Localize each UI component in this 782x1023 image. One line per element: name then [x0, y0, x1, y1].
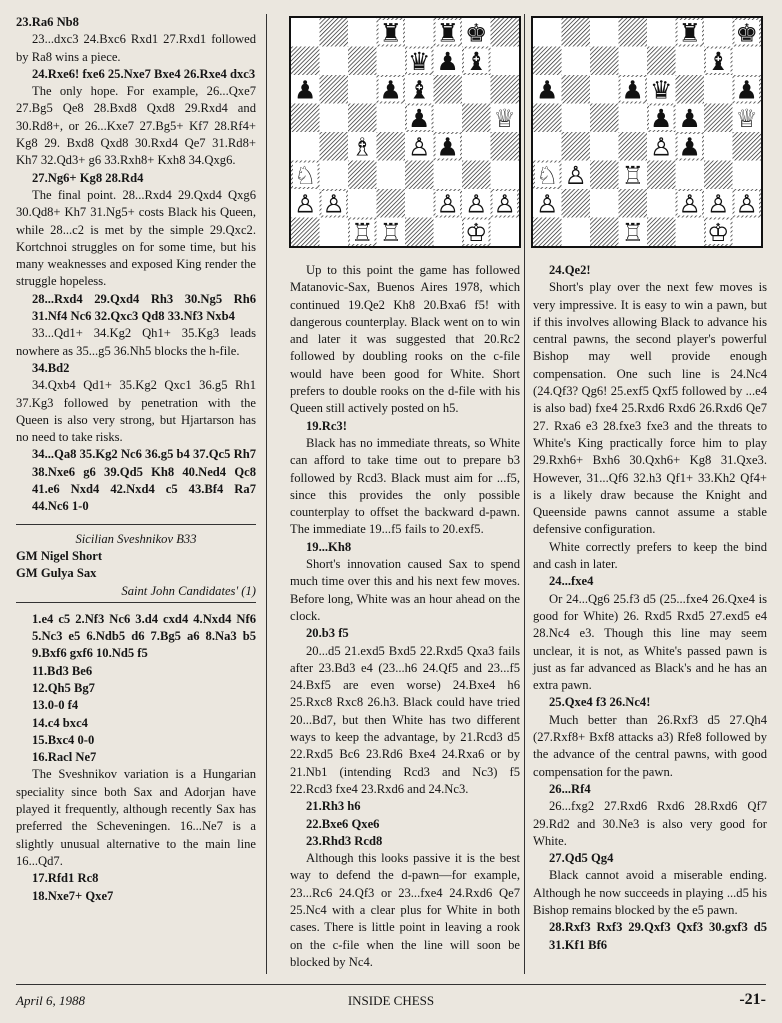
white-piece: ♙: [536, 189, 559, 219]
board-square: [405, 18, 434, 47]
board-square: [733, 218, 762, 247]
white-piece: ♙: [735, 189, 758, 219]
board-square: [562, 132, 591, 161]
black-piece: ♝: [465, 46, 488, 76]
black-piece: ♜: [379, 18, 402, 48]
black-piece: ♛: [408, 46, 431, 76]
board-square: [491, 18, 520, 47]
board-square: [405, 161, 434, 190]
black-piece: ♟: [650, 103, 673, 133]
move-line: 23.Rhd3 Rcd8: [306, 833, 383, 848]
board-square: [533, 104, 562, 133]
move-line: 11.Bd3 Be6: [32, 663, 93, 678]
move-line: 19...Kh8: [306, 539, 352, 554]
annotation-paragraph: 23...dxc3 24.Bxc6 Rxd1 27.Rxd1 followed by Ra8 wins a piece.: [16, 32, 256, 64]
black-piece: ♜: [436, 18, 459, 48]
board-square: [348, 161, 377, 190]
move-line: 27.Ng6+ Kg8 28.Rd4: [32, 170, 144, 185]
white-piece: ♘: [294, 160, 317, 190]
page-footer: [16, 993, 766, 1015]
annotation-paragraph: The Sveshnikov variation is a Hungarian speciality since both Sax and Adorjan have played it frequently, although recently Sax has preferred the Scheveningen. 16...Ne7 is a slightly unusual alternative to the main line 16...Qd7.: [16, 767, 256, 868]
board-square: [491, 132, 520, 161]
board-square: [704, 161, 733, 190]
board-square: [590, 161, 619, 190]
white-piece: ♗: [351, 132, 374, 162]
text-column-3: [533, 262, 767, 954]
board-square: [348, 189, 377, 218]
white-piece: ♙: [322, 189, 345, 219]
board-square: [733, 132, 762, 161]
board-square: [377, 132, 406, 161]
board-square: [320, 104, 349, 133]
black-piece: ♛: [650, 75, 673, 105]
board-square: [590, 218, 619, 247]
board-square: [434, 75, 463, 104]
white-piece: ♙: [294, 189, 317, 219]
annotation-paragraph: Or 24...Qg6 25.f3 d5 (25...fxe4 26.Qxe4 is good for White) 26. Rxd5 Rxd5 27.exd5 e4 28.Nc4 e3. Though this line may seem unclear, it is not, as White's passed pawn is just as far advanced as Black's and he has an extra pawn.: [533, 591, 767, 693]
board-square: [676, 218, 705, 247]
board-square: [320, 132, 349, 161]
white-piece: ♖: [621, 160, 644, 190]
black-piece: ♚: [735, 18, 758, 48]
board-square: [647, 189, 676, 218]
move-line: 14.c4 bxc4: [32, 715, 88, 730]
board-square: [405, 218, 434, 247]
move-line: 1.e4 c5 2.Nf3 Nc6 3.d4 cxd4 4.Nxd4 Nf6 5.Nc3 e5 6.Ndb5 d6 7.Bg5 a6 8.Na3 b5 9.Bxf6 gxf6 10.Nd5 f5: [32, 611, 256, 661]
board-square: [647, 47, 676, 76]
white-piece: ♙: [408, 132, 431, 162]
board-square: [533, 218, 562, 247]
board-square: [619, 47, 648, 76]
board-square: [462, 104, 491, 133]
white-piece: ♘: [536, 160, 559, 190]
annotation-paragraph: 26...fxg2 27.Rxd6 Rxd6 28.Rxd6 Qf7 29.Rd2 and 30.Ne3 is also very good for White.: [533, 799, 767, 848]
board-square: [462, 132, 491, 161]
annotation-paragraph: The final point. 28...Rxd4 29.Qxd4 Qxg6 30.Qd8+ Kh7 31.Ng5+ costs Black his Queen, while 28...c2 is met by the simple 29.Qxc2. Kortchnoi struggles on for some time, but his many weaknesses and exposed King render the struggle hopeless.: [16, 187, 256, 289]
board-square: [562, 18, 591, 47]
board-square: [533, 132, 562, 161]
board-square: [348, 104, 377, 133]
board-square: [590, 47, 619, 76]
white-piece: ♕: [735, 103, 758, 133]
annotation-paragraph: 20...d5 21.exd5 Bxd5 22.Rxd5 Qxa3 fails after 23.Bd3 e4 (23...h6 24.Qf5 and 23...f5 24.Bxf5 are even worse) 24.Bxe4 h6 25.Rxc8 Rxc8 26.h3. Black could have tried 20...Bd7, but then White has two different ways to keep the advantage, by 21.Rcd3 d5 22.Rxd5 Bc6 23.Rd6 Bxe4 24.Rxa6 or by 21.Nb1 (intending Rcd3 and Nc3) f5 22.Rcd3 fxe4 23.Rxd6 and 24.Nc3.: [290, 643, 520, 796]
board-square: [348, 18, 377, 47]
chess-diagram-1: [289, 16, 521, 248]
annotation-paragraph: Although this looks passive it is the best way to defend the d-pawn—for example, 23...Rc6 24.Qf3 or 23...fxe4 24.Rxd6 Qe7 25.Nc4 with a clear plus for White in both cases. There is little point in leaving a rook on the c-file when the line will soon be blocked by Nc4.: [290, 851, 520, 969]
board-square: [320, 218, 349, 247]
board-square: [533, 18, 562, 47]
white-piece: ♙: [564, 160, 587, 190]
black-piece: ♟: [536, 75, 559, 105]
white-piece: ♙: [465, 189, 488, 219]
board-square: [562, 47, 591, 76]
board-square: [647, 218, 676, 247]
footer-rule: [16, 984, 766, 985]
black-piece: ♚: [465, 18, 488, 48]
board-square: [590, 132, 619, 161]
board-square: [291, 132, 320, 161]
annotation-paragraph: Much better than 26.Rxf3 d5 27.Qh4 (27.Rxf8+ Bxf8 attacks a3) Rfe8 followed by the advance of the central pawns, with good compensation for the pawn.: [533, 712, 767, 779]
white-piece: ♖: [379, 217, 402, 246]
annotation-paragraph: Short's innovation caused Sax to spend much time over this and his next few moves. Before long, White was an hour ahead on the clock.: [290, 557, 520, 623]
board-square: [704, 104, 733, 133]
annotation-paragraph: Up to this point the game has followed Matanovic-Sax, Buenos Aires 1978, which continued 19.Qe2 Kh8 20.Bxa6 f5! with dangerous counterplay. Black went on to win and later it was suggested that 20.Rc2 followed by doubling rooks on the c-file would have been good for White. Short prefers to double rooks on the d-file with his Queen still actively posted on h5.: [290, 263, 520, 416]
board-square: [320, 161, 349, 190]
chess-diagram-2: [531, 16, 763, 248]
board-square: [704, 132, 733, 161]
column-divider-left: [266, 14, 267, 974]
annotation-paragraph: White correctly prefers to keep the bind and cash in later.: [533, 539, 767, 572]
board-square: [491, 161, 520, 190]
board-square: [676, 75, 705, 104]
annotation-paragraph: 33...Qd1+ 34.Kg2 Qh1+ 35.Kg3 leads nowhere as 35...g5 36.Nh5 blocks the h-file.: [16, 326, 256, 358]
chessboard-svg: [533, 18, 761, 246]
black-piece: ♝: [408, 75, 431, 105]
board-square: [562, 218, 591, 247]
move-line: 25.Qxe4 f3 26.Nc4!: [549, 695, 651, 710]
board-square: [733, 161, 762, 190]
board-square: [619, 104, 648, 133]
board-square: [733, 47, 762, 76]
move-line: 24.Rxe6! fxe6 25.Nxe7 Bxe4 26.Rxe4 dxc3: [32, 66, 256, 81]
black-piece: ♟: [408, 103, 431, 133]
board-square: [491, 75, 520, 104]
board-square: [590, 18, 619, 47]
text-column-2: [290, 262, 520, 971]
board-square: [348, 75, 377, 104]
board-square: [676, 161, 705, 190]
game-header: GM Gulya Sax: [16, 566, 97, 581]
white-piece: ♙: [707, 189, 730, 219]
board-square: [647, 18, 676, 47]
board-square: [320, 18, 349, 47]
black-piece: ♟: [436, 132, 459, 162]
white-piece: ♙: [436, 189, 459, 219]
game-header: GM Nigel Short: [16, 548, 103, 563]
column-divider-right: [524, 14, 525, 974]
board-square: [704, 18, 733, 47]
black-piece: ♜: [678, 18, 701, 48]
board-square: [562, 104, 591, 133]
board-square: [434, 104, 463, 133]
footer-magazine-title: INSIDE CHESS: [347, 993, 435, 1008]
move-line: 27.Qd5 Qg4: [549, 851, 614, 866]
move-line: 20.b3 f5: [306, 626, 349, 641]
move-line: 15.Bxc4 0-0: [32, 732, 95, 747]
black-piece: ♝: [707, 46, 730, 76]
move-line: 12.Qh5 Bg7: [32, 680, 95, 695]
board-square: [647, 161, 676, 190]
move-line: 16.Racl Ne7: [32, 750, 97, 765]
white-piece: ♔: [465, 217, 488, 246]
black-piece: ♟: [436, 46, 459, 76]
board-square: [562, 75, 591, 104]
board-square: [619, 132, 648, 161]
move-line: 34.Bd2: [32, 360, 70, 375]
board-square: [291, 218, 320, 247]
black-piece: ♟: [621, 75, 644, 105]
move-line: 28.Rxf3 Rxf3 29.Qxf3 Qxf3 30.gxf3 d5 31.Kf1 Bf6: [549, 920, 767, 952]
section-separator: [16, 524, 256, 525]
footer-page-number: -21-: [739, 991, 766, 1008]
black-piece: ♟: [735, 75, 758, 105]
board-square: [405, 189, 434, 218]
move-line: 24...fxe4: [549, 574, 594, 589]
black-piece: ♟: [678, 103, 701, 133]
board-square: [462, 161, 491, 190]
move-line: 21.Rh3 h6: [306, 799, 361, 814]
game-header: 23.Ra6 Nb8: [16, 15, 79, 29]
board-square: [320, 47, 349, 76]
white-piece: ♙: [678, 189, 701, 219]
black-piece: ♟: [678, 132, 701, 162]
board-square: [619, 189, 648, 218]
move-line: 19.Rc3!: [306, 418, 347, 433]
board-square: [491, 218, 520, 247]
white-piece: ♖: [621, 217, 644, 246]
white-piece: ♙: [493, 189, 516, 219]
board-square: [491, 47, 520, 76]
board-square: [377, 47, 406, 76]
annotation-paragraph: Short's play over the next few moves is very impressive. It is easy to win a pawn, but if this involves allowing Black to advance his central pawns, the second player's powerful Bishop may well provide enough compensation. One such line is 24.Nc4 (24.Qf3? Qg6! 25.exf5 Qxf5 followed by ...e4 is also bad) fxe4 25.Rxd6 Rxd6 26.Rxd6 Qe7 27. Rxa6 e3 28.fxe3 fxe3 and the threats to White's King practically force him to play 29.Rxh6+ Bxh6 30.Qxh6+ Kg8 31.Qxe3. However, 31...Qf6 32.h3 Qf1+ 33.Kh2 Qf4+ is a likely draw because the Knight and Queenside pawns cannot assume a stable defensive configuration.: [533, 280, 767, 537]
board-square: [291, 47, 320, 76]
chessboard-svg: [291, 18, 519, 246]
move-line: 34...Qa8 35.Kg2 Nc6 36.g5 b4 37.Qc5 Rh7 38.Nxe6 g6 39.Qd5 Kh8 40.Ned4 Qc8 41.e6 Nxd4 42.Nxd4 c5 43.Bf4 Ra7 44.Nc6 1-0: [32, 447, 256, 514]
board-square: [434, 161, 463, 190]
move-line: 24.Qe2!: [549, 263, 591, 277]
annotation-paragraph: The only hope. For example, 26...Qxe7 27.Bg5 Qe8 28.Bxd8 Qxd8 29.Rxd4 and 30.Rd8+, or 26...Kxe7 27.Bg5+ Kf7 28.Rf4+ Kg8 29. Bxd8 Qxd8 30.Rxd4 Qe7 31.Rd8+ Kh7 32.Qd3+ g6 33.Rxh8+ Kxh8 34.Qxg6.: [16, 84, 256, 168]
board-square: [462, 75, 491, 104]
board-square: [590, 189, 619, 218]
move-line: 18.Nxe7+ Qxe7: [32, 888, 114, 903]
move-line: 28...Rxd4 29.Qxd4 Rh3 30.Ng5 Rh6 31.Nf4 Nc6 32.Qxc3 Qd8 33.Nf3 Nxb4: [32, 291, 256, 324]
move-line: 17.Rfd1 Rc8: [32, 871, 99, 886]
opening-title: Sicilian Sveshnikov B33: [75, 531, 197, 546]
board-square: [533, 47, 562, 76]
move-line: 26...Rf4: [549, 781, 591, 796]
footer-date: April 6, 1988: [16, 993, 85, 1008]
black-piece: ♟: [379, 75, 402, 105]
board-square: [590, 75, 619, 104]
move-line: 13.0-0 f4: [32, 698, 79, 713]
board-square: [434, 218, 463, 247]
annotation-paragraph: Black has no immediate threats, so White can afford to take time out to prepare b3 followed by Rcd3. Black must aim for ...f5, since this provides the only possible counterplay to offset the backward d-pawn. The immediate 19...f5 fails to 20.exf5.: [290, 435, 520, 537]
text-column-1: [16, 14, 256, 905]
board-square: [676, 47, 705, 76]
white-piece: ♕: [493, 103, 516, 133]
board-square: [291, 18, 320, 47]
annotation-paragraph: Black cannot avoid a miserable ending. Although he now succeeds in playing ...d5 his Bishop remains blocked by the e5 pawn.: [533, 868, 767, 917]
board-square: [377, 104, 406, 133]
board-square: [291, 104, 320, 133]
board-square: [619, 18, 648, 47]
board-square: [562, 189, 591, 218]
black-piece: ♟: [294, 75, 317, 105]
white-piece: ♔: [707, 217, 730, 246]
board-square: [704, 75, 733, 104]
event-title: Saint John Candidates' (1): [16, 583, 256, 603]
board-square: [590, 104, 619, 133]
white-piece: ♖: [351, 217, 374, 246]
white-piece: ♙: [650, 132, 673, 162]
move-line: 22.Bxe6 Qxe6: [306, 816, 380, 831]
board-square: [377, 161, 406, 190]
board-square: [377, 189, 406, 218]
board-square: [348, 47, 377, 76]
annotation-paragraph: 34.Qxb4 Qd1+ 35.Kg2 Qxc1 36.g5 Rh1 37.Kg3 followed by penetration with the Queen is also very strong, but Hjartarson has no need to take risks.: [16, 378, 256, 445]
board-square: [320, 75, 349, 104]
